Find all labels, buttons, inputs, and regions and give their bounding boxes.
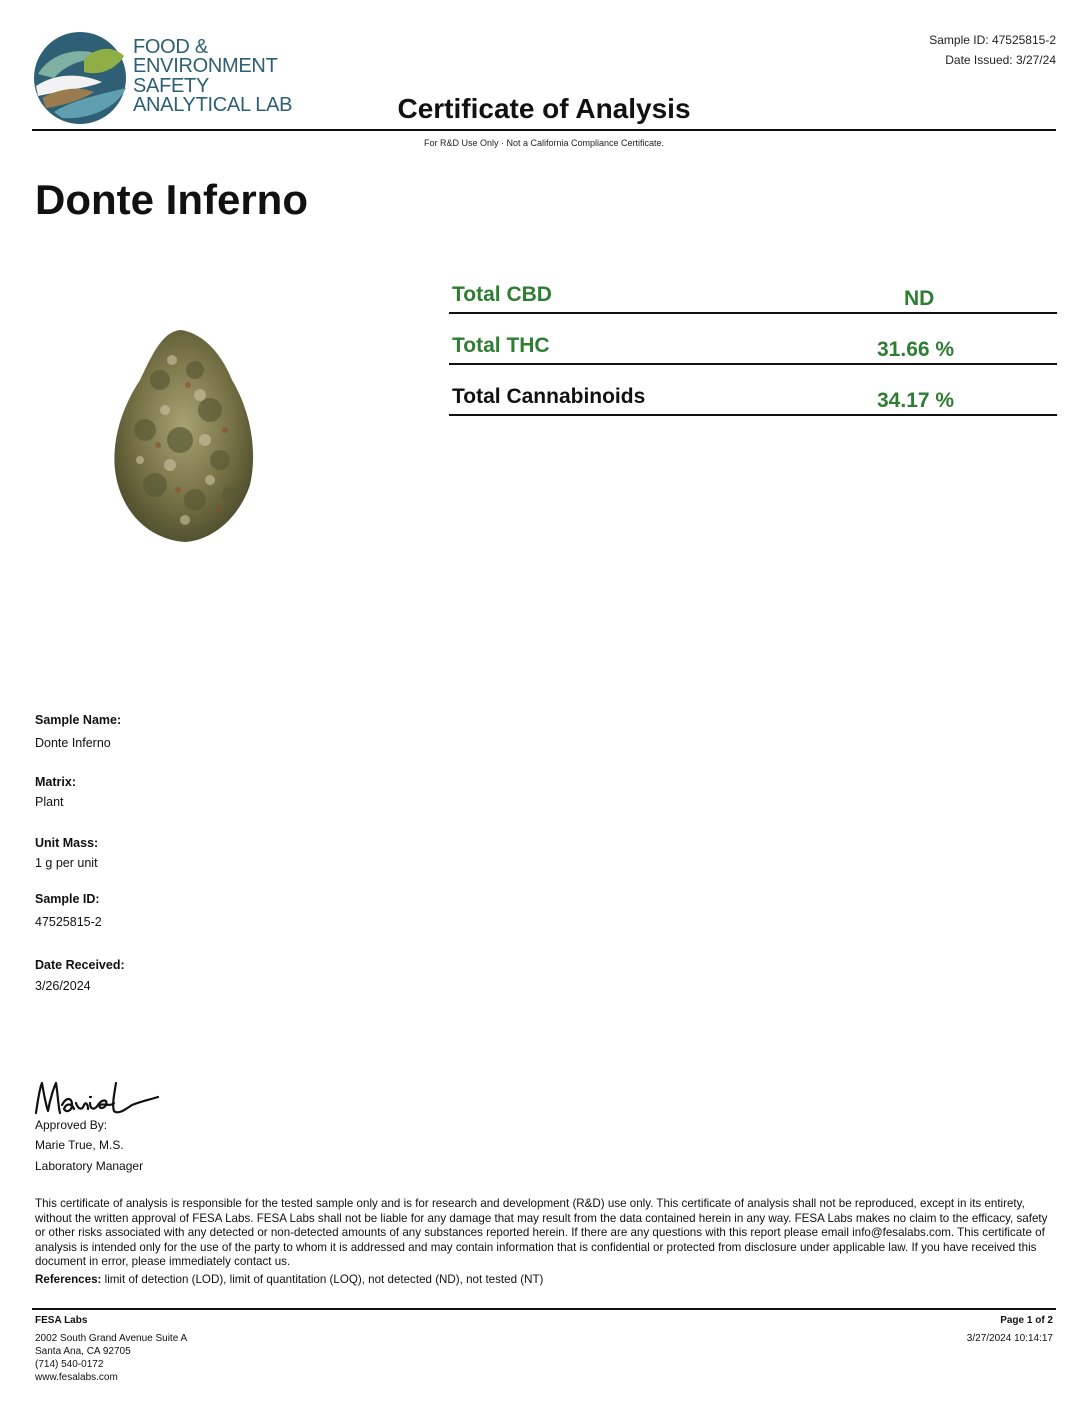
approver-title: Laboratory Manager bbox=[35, 1159, 144, 1173]
summary-value: 31.66 % bbox=[877, 338, 955, 361]
summary-label: Total Cannabinoids bbox=[452, 385, 646, 408]
matrix-label: Matrix: bbox=[35, 775, 76, 789]
summary-row-total-cannabinoids bbox=[449, 364, 1057, 416]
header-divider bbox=[32, 129, 1056, 131]
footer-timestamp: 3/27/2024 10:14:17 bbox=[966, 1333, 1053, 1344]
legal-disclaimer: This certificate of analysis is responsible for the tested sample only and is for research and development (R&D) use only. This certificate of analysis shall not be reproduced, except in its entirety, without the written approval of FESA Labs. FESA Labs shall not be liable for any damage that may result from the data contained herein in any way. FESA Labs makes no claim to the efficacy, safety or other risks associated with any detected or non-detected amounts of any substances reported herein. If there are any questions with this report please email info@fesalabs.com. This certificate of analysis is intended only for the use of the party to whom it is addressed and may contain information that is confidential or protected from disclosure under applicable law. If you have received this document in error, please immediately contact us. bbox=[35, 1197, 1048, 1268]
footer-phone: (714) 540-0172 bbox=[35, 1359, 104, 1370]
references bbox=[35, 1273, 1055, 1286]
unit-mass-value: 1 g per unit bbox=[35, 856, 98, 870]
signature-image bbox=[32, 1075, 162, 1121]
unit-mass-label: Unit Mass: bbox=[35, 836, 99, 850]
matrix-value: Plant bbox=[35, 795, 64, 809]
footer-address-line: 2002 South Grand Avenue Suite A bbox=[35, 1333, 188, 1344]
footer-company: FESA Labs bbox=[35, 1315, 88, 1326]
sample-name-value: Donte Inferno bbox=[35, 736, 111, 750]
footer-website-link[interactable]: www.fesalabs.com bbox=[35, 1372, 118, 1383]
sample-name-label: Sample Name: bbox=[35, 713, 122, 727]
header-sample-id: Sample ID: 47525815-2 bbox=[929, 33, 1056, 47]
sample-id-value: 47525815-2 bbox=[35, 915, 102, 929]
summary-label: Total CBD bbox=[452, 283, 552, 306]
summary-value: 34.17 % bbox=[877, 389, 955, 412]
approver-name: Marie True, M.S. bbox=[35, 1138, 124, 1152]
compliance-disclaimer: For R&D Use Only · Not a California Compliance Certificate. bbox=[423, 138, 665, 148]
summary-value: ND bbox=[904, 287, 935, 310]
references-text: limit of detection (LOD), limit of quantitation (LOQ), not detected (ND), not tested (NT) bbox=[104, 1273, 544, 1286]
page-number: Page 1 of 2 bbox=[1000, 1315, 1053, 1326]
sample-id-label: Sample ID: bbox=[35, 892, 100, 906]
logo-text-line-3: SAFETY bbox=[133, 75, 209, 97]
approved-by-label: Approved By: bbox=[35, 1118, 108, 1132]
date-received-value: 3/26/2024 bbox=[35, 979, 91, 993]
document-title: Certificate of Analysis bbox=[397, 93, 691, 124]
product-name: Donte Inferno bbox=[35, 176, 308, 223]
summary-row-thc bbox=[449, 313, 1057, 365]
summary-row-cbd bbox=[449, 262, 1057, 314]
summary-label: Total THC bbox=[452, 334, 550, 357]
logo-text-line-2: ENVIRONMENT bbox=[133, 55, 278, 77]
footer-address-line: Santa Ana, CA 92705 bbox=[35, 1346, 131, 1357]
logo-text-line-1: FOOD & bbox=[133, 36, 208, 58]
header-date-issued: Date Issued: 3/27/24 bbox=[945, 53, 1056, 67]
product-bud-image bbox=[100, 300, 270, 550]
footer-divider bbox=[32, 1308, 1056, 1310]
logo-text-line-4: ANALYTICAL LAB bbox=[133, 94, 293, 116]
references-label: References: bbox=[35, 1273, 102, 1286]
date-received-label: Date Received: bbox=[35, 958, 125, 972]
